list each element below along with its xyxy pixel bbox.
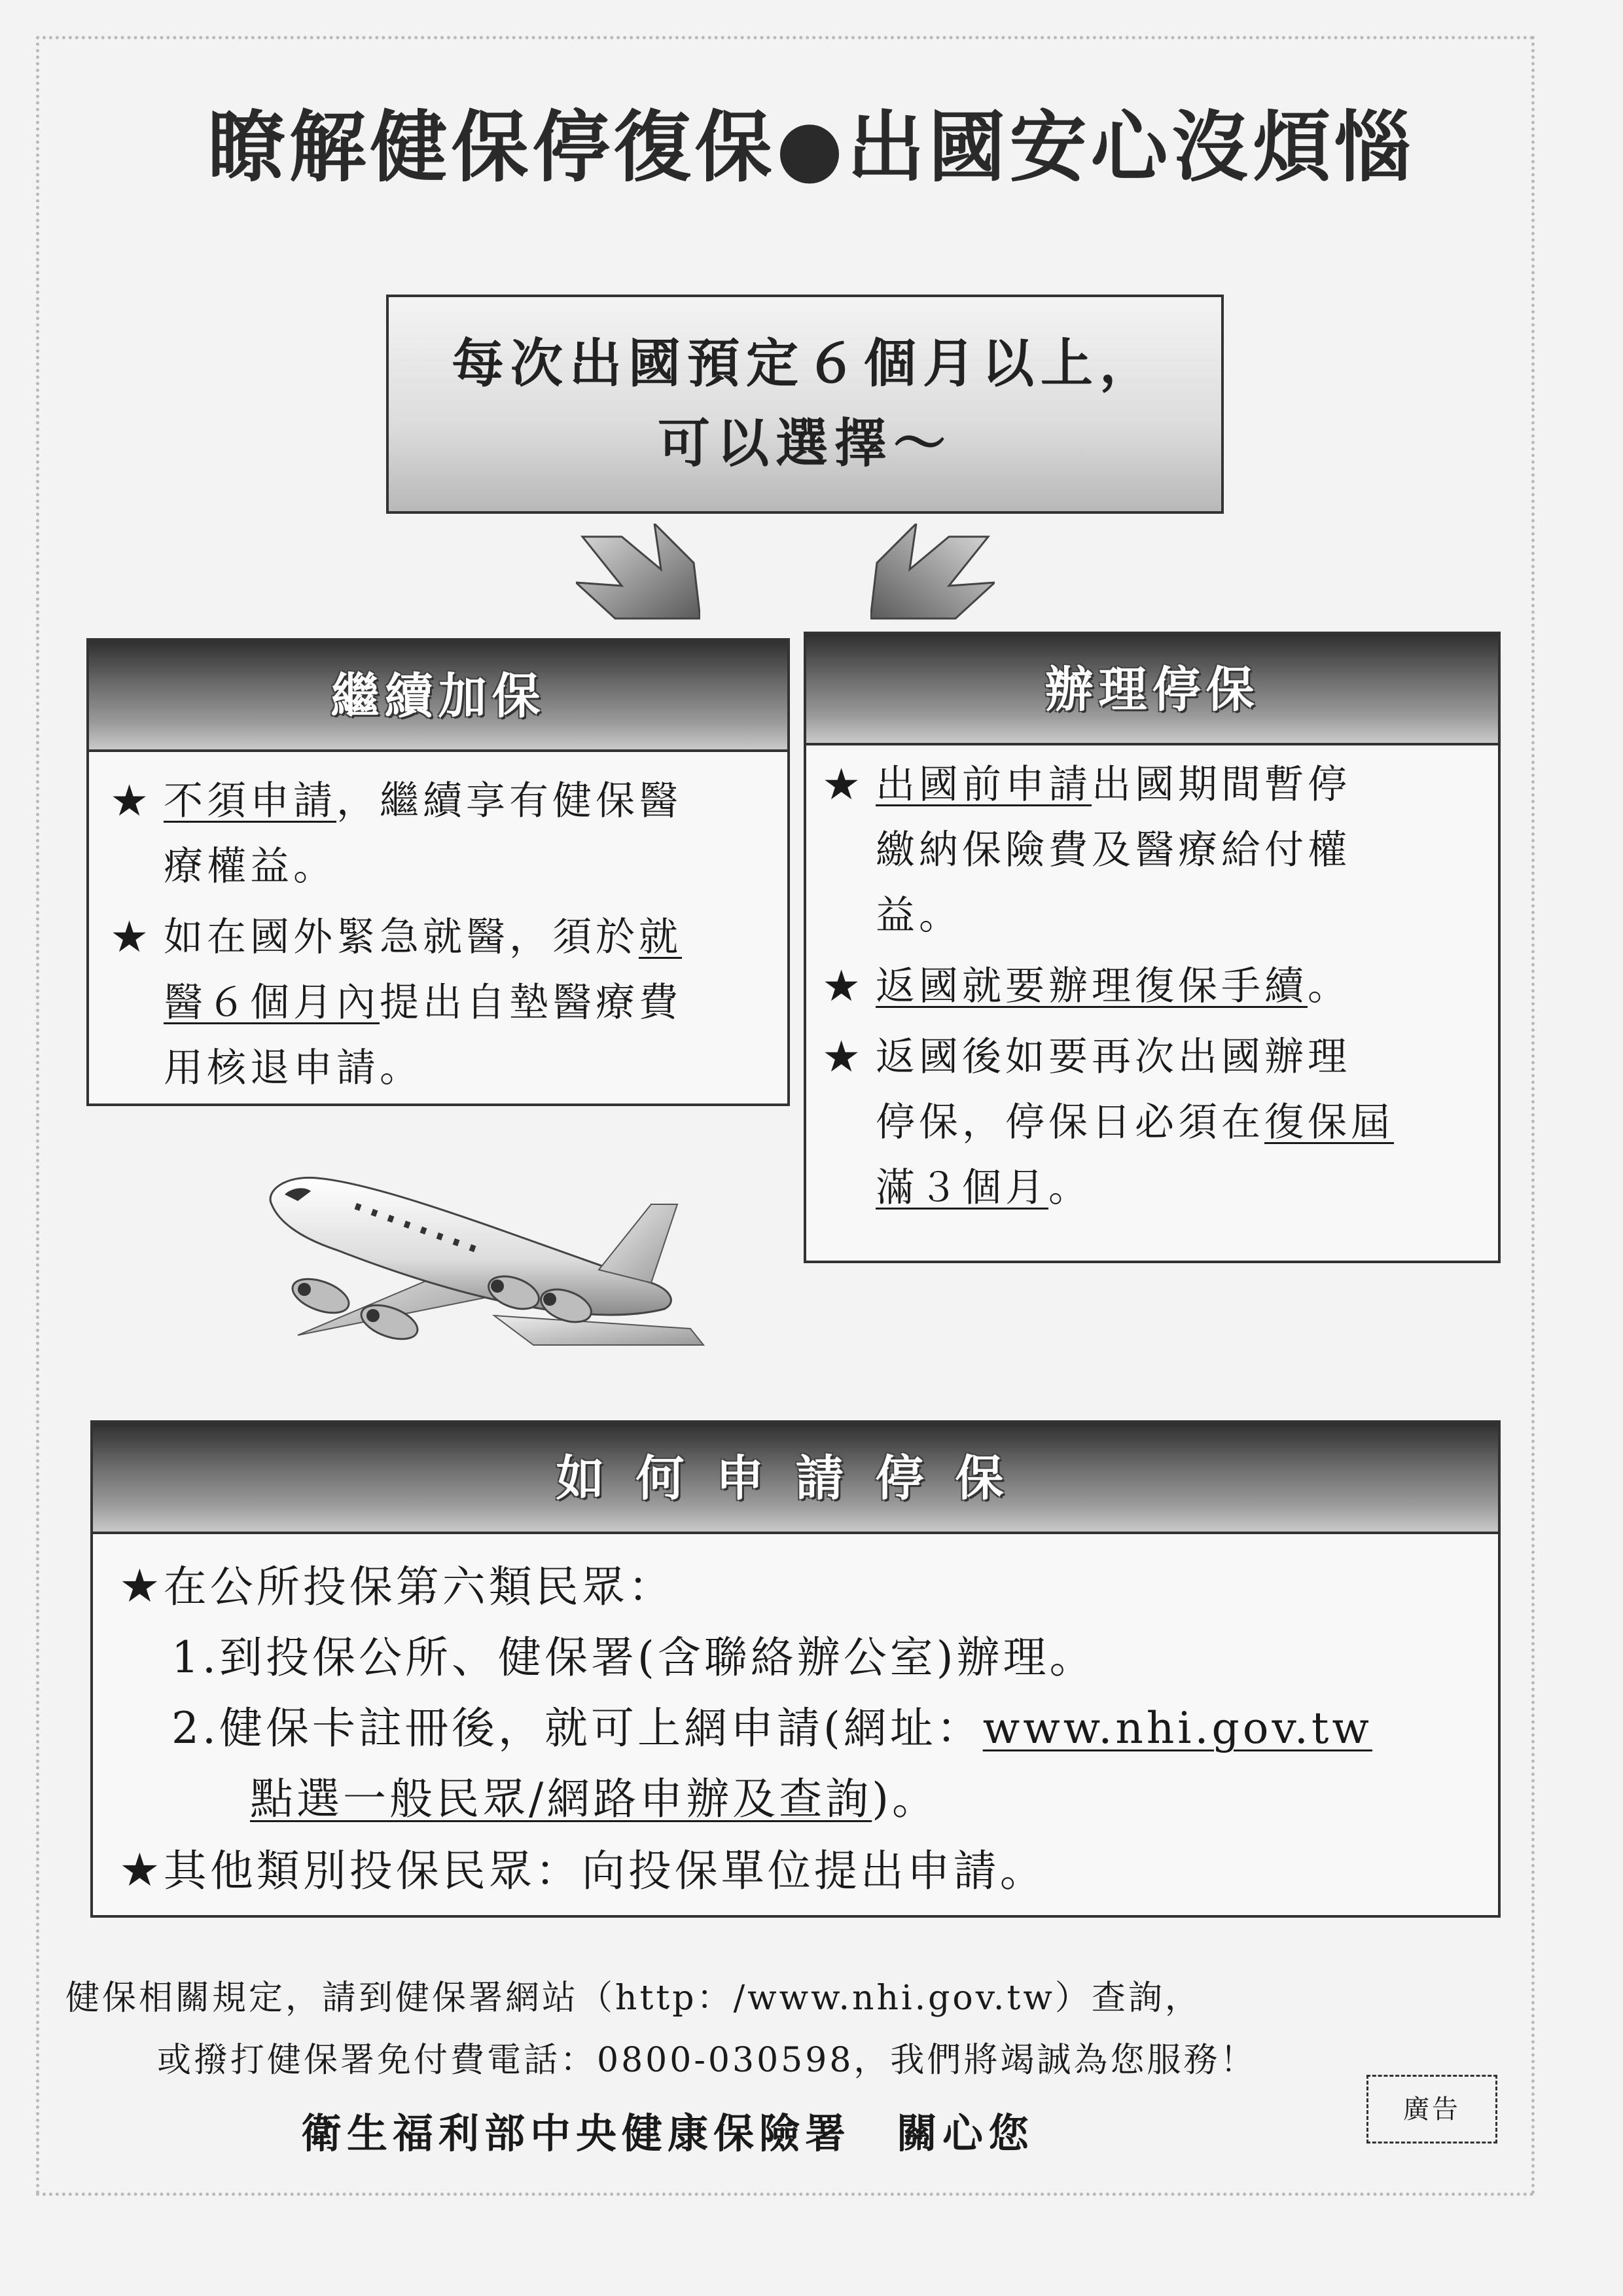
apply-line-4-text: )。: [872, 1774, 938, 1824]
continue-item-2-underline: 就: [639, 914, 682, 960]
star-icon: ★: [822, 759, 865, 810]
intro-line-2: 可以選擇～: [658, 412, 952, 474]
apply-line-1-text: 在公所投保第六類民眾：: [163, 1562, 675, 1612]
continue-insurance-panel: [86, 638, 790, 1106]
how-to-apply-heading: 如何申請停保: [93, 1423, 1498, 1534]
suspend-item-2-underline: 返國就要辦理復保手續: [876, 963, 1308, 1009]
suspend-item-3: [822, 1024, 1491, 1221]
continue-item-2-text-2: 提出自墊醫療費: [380, 980, 682, 1026]
star-icon: ★: [119, 1559, 164, 1613]
continue-item-2-underline-2: 醫６個月內: [164, 980, 380, 1026]
how-to-apply-frame: [93, 1534, 1498, 1915]
nhi-website-link[interactable]: www.nhi.gov.tw: [982, 1703, 1372, 1753]
suspend-item-3-underline-2: 滿３個月: [876, 1165, 1048, 1211]
suspend-insurance-body: [806, 745, 1498, 1261]
suspend-item-1-underline: 出國前申請: [876, 762, 1092, 808]
continue-item-2: [110, 905, 774, 1101]
continue-item-2-text: 如在國外緊急就醫，須於: [164, 914, 639, 960]
continue-item-1: [110, 768, 774, 899]
suspend-item-1-text: 出國期間暫停: [1092, 762, 1351, 808]
apply-line-4-underline: 點選一般民眾/網路申辦及查詢: [250, 1774, 872, 1824]
suspend-insurance-panel: [804, 632, 1501, 1263]
continue-item-1-text-2: 療權益。: [164, 844, 336, 889]
continue-item-2-text-3: 用核退申請。: [164, 1045, 423, 1091]
star-icon: ★: [119, 1843, 164, 1897]
suspend-item-3-text-3: 。: [1048, 1165, 1092, 1211]
intro-line-1: 每次出國預定６個月以上，: [452, 332, 1158, 394]
how-to-apply-body: [93, 1534, 1498, 1915]
continue-insurance-body: [89, 752, 787, 1103]
suspend-insurance-heading: 辦理停保: [806, 634, 1498, 745]
apply-line-2: 1.到投保公所、健保署(含聯絡辦公室)辦理。: [171, 1632, 1096, 1683]
apply-line-5-text: 其他類別投保民眾：向投保單位提出申請。: [163, 1846, 1046, 1896]
continue-item-1-underline: 不須申請: [164, 778, 336, 824]
apply-line-3-text: 2.健保卡註冊後，就可上網申請(網址：: [171, 1703, 983, 1753]
continue-item-1-text: ，繼續享有健保醫: [336, 778, 682, 824]
suspend-item-3-text: 返國後如要再次出國辦理: [876, 1034, 1351, 1080]
suspend-item-2: [822, 954, 1491, 1019]
page-title: 瞭解健保停復保●出國安心沒煩惱: [207, 102, 1416, 192]
ad-label: 廣告: [1366, 2075, 1497, 2144]
suspend-item-2-text: 。: [1308, 963, 1351, 1009]
footer-line-1: 健保相關規定，請到健保署網站（http：/www.nhi.gov.tw）查詢，: [65, 1979, 1202, 2018]
down-left-arrow-icon: [576, 524, 700, 622]
footer-signature: 衛生福利部中央健康保險署 關心您: [301, 2109, 1035, 2157]
star-icon: ★: [822, 961, 865, 1011]
down-right-arrow-icon: [870, 524, 995, 622]
suspend-item-1: [822, 752, 1491, 948]
suspend-item-1-text-2: 繳納保險費及醫療給付權: [876, 827, 1351, 873]
star-icon: ★: [822, 1031, 865, 1082]
airplane-icon: [259, 1165, 710, 1381]
suspend-item-3-text-2: 停保，停保日必須在: [876, 1100, 1264, 1145]
suspend-item-1-text-3: 益。: [876, 893, 962, 939]
star-icon: ★: [110, 912, 153, 962]
footer-line-2: 或撥打健保署免付費電話：0800-030598，我們將竭誠為您服務！: [157, 2041, 1257, 2080]
star-icon: ★: [110, 776, 153, 826]
suspend-item-3-underline: 復保屆: [1264, 1100, 1394, 1145]
continue-insurance-heading: 繼續加保: [89, 641, 787, 752]
how-to-apply-panel: [90, 1420, 1501, 1918]
intro-box: [386, 295, 1224, 514]
